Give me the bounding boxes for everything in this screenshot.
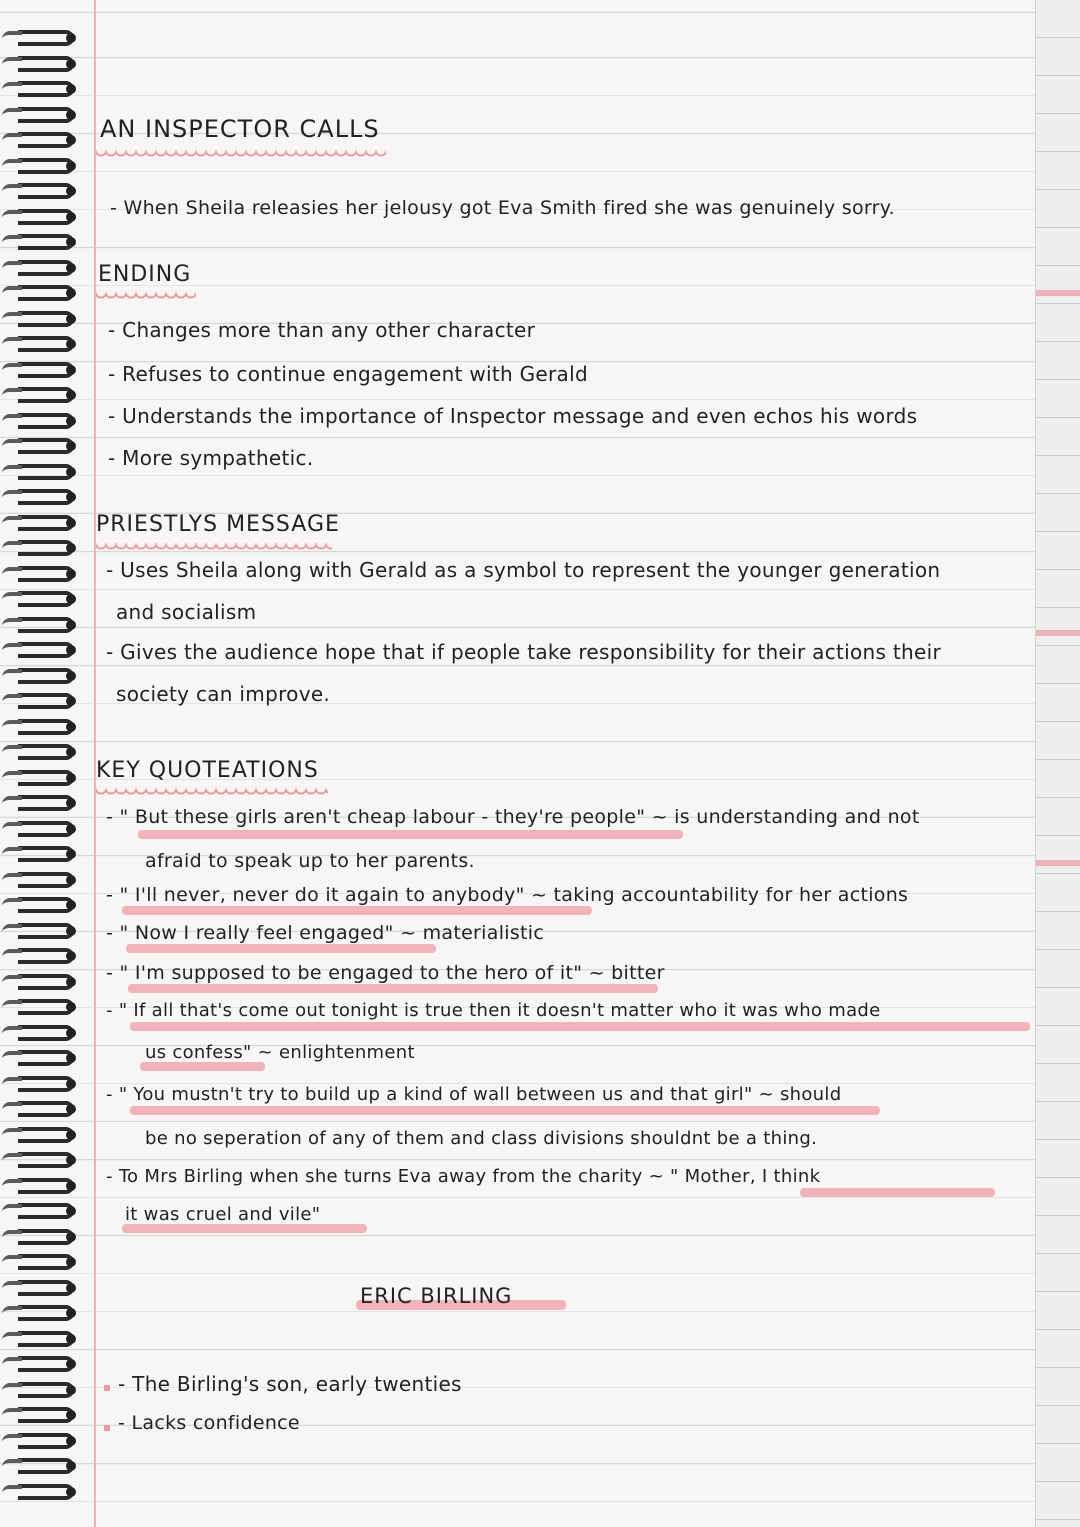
punch-hole [66, 926, 76, 936]
ending-heading: ENDING [98, 262, 192, 287]
punch-hole [66, 237, 76, 247]
quote-line: - " I'm supposed to be engaged to the hero of it" ~ bitter [106, 962, 665, 984]
message-line: society can improve. [116, 682, 331, 706]
punch-hole [66, 569, 76, 579]
punch-hole [66, 1002, 76, 1012]
quote-line: - " You mustn't try to build up a kind of wall between us and that girl" ~ should [106, 1084, 842, 1105]
punch-hole [66, 263, 76, 273]
quotes-heading: KEY QUOTEATIONS [96, 758, 319, 783]
punch-hole [66, 212, 76, 222]
message-heading: PRIESTLYS MESSAGE [96, 512, 340, 537]
punch-hole [66, 416, 76, 426]
punch-hole [66, 798, 76, 808]
punch-hole [66, 1410, 76, 1420]
punch-hole [66, 1436, 76, 1446]
punch-hole [66, 339, 76, 349]
punch-hole [66, 849, 76, 859]
punch-hole [66, 1487, 76, 1497]
punch-hole [66, 1155, 76, 1165]
message-line: and socialism [116, 600, 257, 624]
punch-hole [66, 33, 76, 43]
message-line: - Gives the audience hope that if people take responsibility for their actions their [106, 640, 941, 664]
punch-hole [66, 696, 76, 706]
quote-line: - " I'll never, never do it again to anybody" ~ taking accountability for her actions [106, 884, 909, 906]
quote-highlight [122, 1224, 367, 1233]
punch-hole [66, 467, 76, 477]
tab-marker [1036, 290, 1080, 296]
eric-item: - The Birling's son, early twenties [118, 1372, 462, 1396]
punch-hole [66, 1028, 76, 1038]
spiral-binding [0, 30, 80, 1510]
punch-hole [66, 1130, 76, 1140]
quote-line: be no seperation of any of them and class divisions shouldnt be a thing. [145, 1128, 818, 1149]
quote-line: - " But these girls aren't cheap labour - they're people" ~ is understanding and not [106, 806, 920, 828]
punch-hole [66, 1385, 76, 1395]
quote-highlight [130, 1022, 1030, 1031]
quote-line: it was cruel and vile" [125, 1204, 321, 1225]
quote-line: afraid to speak up to her parents. [145, 850, 475, 872]
punch-hole [66, 773, 76, 783]
punch-hole [66, 875, 76, 885]
ending-item: - Understands the importance of Inspector message and even echos his words [108, 404, 918, 428]
eric-heading: ERIC BIRLING [360, 1284, 513, 1308]
punch-hole [66, 365, 76, 375]
ending-item: - More sympathetic. [108, 446, 314, 470]
punch-hole [66, 951, 76, 961]
punch-hole [66, 1283, 76, 1293]
ending-item: - Changes more than any other character [108, 318, 536, 342]
punch-hole [66, 543, 76, 553]
quote-line: - " If all that's come out tonight is true then it doesn't matter who it was who made [106, 1000, 881, 1021]
quote-highlight [138, 830, 683, 839]
ending-underline [96, 292, 196, 302]
punch-hole [66, 314, 76, 324]
punch-hole [66, 1181, 76, 1191]
quotes-underline [96, 788, 328, 798]
punch-hole [66, 722, 76, 732]
punch-hole [66, 1104, 76, 1114]
punch-hole [66, 110, 76, 120]
quote-line: - " Now I really feel engaged" ~ materialistic [106, 922, 545, 944]
quote-highlight [122, 906, 592, 915]
tab-marker [1036, 630, 1080, 636]
quote-line: us confess" ~ enlightenment [145, 1042, 415, 1063]
eric-item: - Lacks confidence [118, 1412, 300, 1434]
punch-hole [66, 645, 76, 655]
punch-hole [66, 594, 76, 604]
punch-hole [66, 1461, 76, 1471]
punch-hole [66, 161, 76, 171]
punch-hole [66, 1334, 76, 1344]
punch-hole [66, 186, 76, 196]
bullet-marker [104, 1425, 110, 1431]
punch-hole [66, 84, 76, 94]
title-underline [96, 150, 386, 160]
punch-hole [66, 671, 76, 681]
punch-hole [66, 518, 76, 528]
punch-hole [66, 1232, 76, 1242]
quote-highlight [800, 1188, 995, 1197]
tab-marker [1036, 860, 1080, 866]
punch-hole [66, 747, 76, 757]
quote-highlight [130, 1106, 880, 1115]
punch-hole [66, 390, 76, 400]
punch-hole [66, 1206, 76, 1216]
punch-hole [66, 1079, 76, 1089]
punch-hole [66, 441, 76, 451]
punch-hole [66, 824, 76, 834]
punch-hole [66, 1053, 76, 1063]
message-underline [96, 543, 332, 553]
ending-item: - Refuses to continue engagement with Gerald [108, 362, 588, 386]
punch-hole [66, 620, 76, 630]
punch-hole [66, 492, 76, 502]
punch-hole [66, 1308, 76, 1318]
punch-hole [66, 900, 76, 910]
page-edge [1035, 0, 1080, 1527]
quote-highlight [140, 1062, 265, 1071]
punch-hole [66, 977, 76, 987]
punch-hole [66, 135, 76, 145]
quote-highlight [126, 944, 436, 953]
punch-hole [66, 1359, 76, 1369]
intro-line: - When Sheila releasies her jelousy got Eva Smith fired she was genuinely sorry. [110, 197, 895, 219]
punch-hole [66, 288, 76, 298]
punch-hole [66, 1257, 76, 1267]
quote-highlight [128, 984, 658, 993]
bullet-marker [104, 1385, 110, 1391]
message-line: - Uses Sheila along with Gerald as a symbol to represent the younger generation [106, 558, 941, 582]
punch-hole [66, 59, 76, 69]
quote-line: - To Mrs Birling when she turns Eva away from the charity ~ " Mother, I think [106, 1166, 821, 1187]
page-title: AN INSPECTOR CALLS [100, 115, 380, 143]
